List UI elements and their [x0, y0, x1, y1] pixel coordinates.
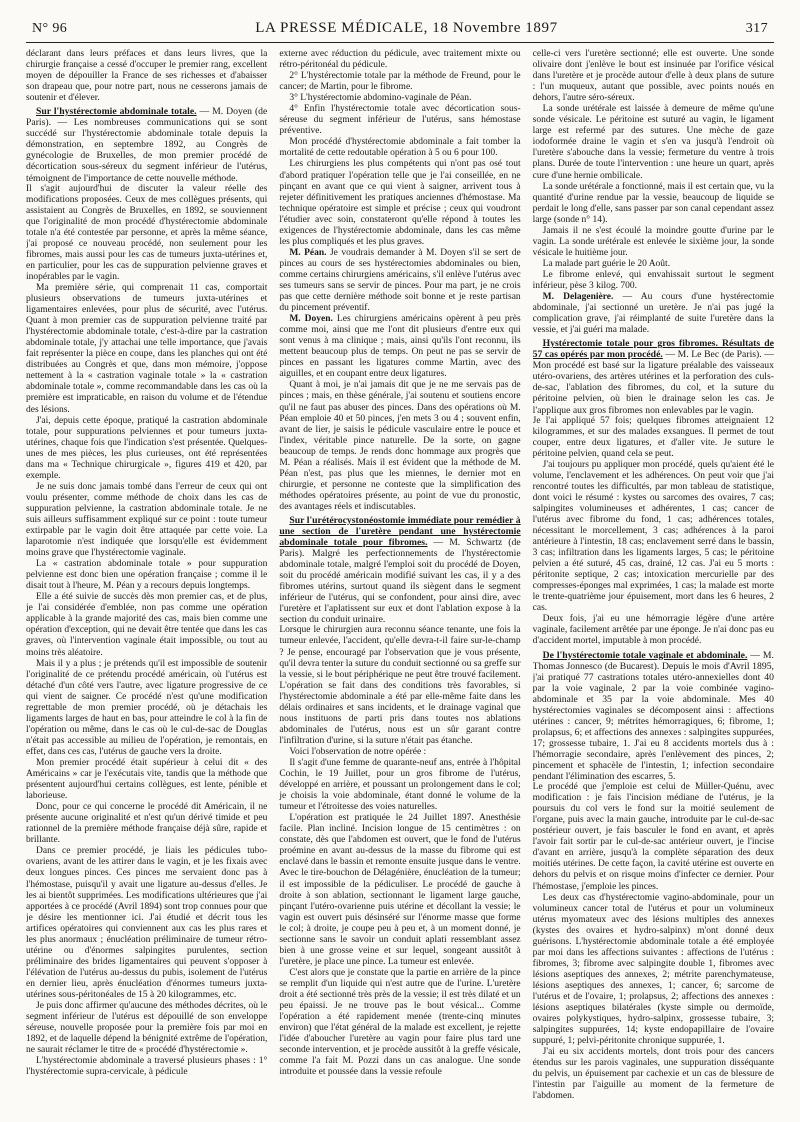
paragraph — [279, 93, 520, 104]
paragraph — [279, 758, 520, 813]
paragraph — [533, 1047, 774, 1102]
publication-title: LA PRESSE MÉDICALE, 18 Novembre 1897 — [255, 20, 558, 36]
paragraph — [279, 159, 520, 247]
paragraph-text: J'ai eu six accidents mortels, dont trois pour des cancers étendus sur les parois vaginales, une suppuration disséquante du pelvis, un épuisement par cachexie et un cas de blessure de l'intestin par l'aiguille au moment de la fermeture de l'abdomen. — [532, 1047, 774, 1102]
paragraph — [533, 104, 774, 181]
paragraph — [26, 659, 267, 758]
paragraph — [533, 893, 774, 1048]
column-3 — [533, 49, 774, 1122]
heading-body-text: — M. Doyen (de Paris). — Les nombreuses communications qui se sont succédé sur l'hystérectomie abdominale totale depuis la démonstration, en septembre 1892, au Congrès de gynécologie de Bruxelles, de mon premier procédé de décortication sous-séreux du segment inférieur de l'utérus, témoignent de l'importance de cette nouvelle méthode. — [26, 106, 268, 184]
paragraph-text: externe avec réduction du pédicule, avec traitement mixte ou rétro-péritonéal du pédicule. — [279, 49, 521, 71]
paragraph-text: L'hystérectomie abdominale a traversé plusieurs phases : 1° l'hystérectomie supra-cervicale, à pédicule — [26, 1056, 268, 1078]
paragraph-text: celle-ci vers l'uretère sectionné; elle est ouverte. Une sonde olivaire dont j'enlève le bout est insinuée par l'orifice vésical dans l'uretère et je procède autour d'elle à deux plans de suture : l'un muqueux, autant que possible, avec points noués en dehors, l'autre séro-séreux. — [532, 49, 774, 104]
paragraph — [533, 782, 774, 892]
section-heading — [279, 515, 520, 625]
paragraph — [279, 968, 520, 1078]
paragraph — [26, 49, 267, 104]
paragraph-text: Je voudrais demander à M. Doyen s'il se sert de pinces au cours de ses hystérectomies abdominales ou bien, comme certains chirurgiens américains, s'il enlève l'utérus avec ses tumeurs sans se servir de pinces. Pour ma part, je ne crois pas que cette dernière méthode soit bonne et je reste partisan du pincement préventif. — [279, 247, 521, 314]
paragraph — [26, 559, 267, 592]
paragraph — [26, 184, 267, 283]
heading-body-text: — M. Thomas Jonnesco (de Bucarest). Depuis le mois d'Avril 1895, j'ai pratiqué 77 castrations totales utéro-annexielles dont 40 par la voie vaginale, 2 par la voie combinée vagino-abdominale et 35 par la voie abdominale. Mes 40 hystérectomies vaginales se décomposent ainsi : affections utérines : cancer, 9; métrites hémorragiques, 6; fibrome, 1; prolapsus, 6; et affections des annexes : salpingites suppurées, 17; grossesse tubaire, 1. J'ai eu 8 accidents mortels dus à : l'hémorragie secondaire, après l'enlèvement des pinces, 2; pincement et sphacèle de l'intestin, 1; infection secondaire pendant l'élimination des escarres, 5. — [532, 649, 774, 783]
heading-title: Hystérectomie totale pour gros fibromes. Résultats de 57 cas opérés par mon procédé. — [532, 338, 774, 361]
paragraph — [26, 802, 267, 846]
paragraph-text: Mon premier procédé était supérieur à celui dit « des Américains » car je l'exécutais vite, tandis que la méthode que présentent aujourd'hui certains collègues, est lente, pénible et laborieuse. — [26, 758, 268, 802]
heading-title: Sur l'hystérectomie abdominale totale. — [36, 106, 197, 118]
column-1 — [26, 49, 267, 1122]
paragraph — [279, 248, 520, 314]
column-2 — [279, 49, 520, 1122]
paragraph-text: La « castration abdominale totale » pour suppuration pelvienne est donc bien une opération française ; comme il le disait tout à l'heure, M. Péan y a recours depuis longtemps. — [26, 559, 268, 592]
paragraph-text: La sonde urétérale est laissée à demeure de même qu'une sonde vésicale. Le péritoine est suturé au vagin, le ligament large est refermé par des sutures. Une mèche de gaze iodoformée draine le vagin et s'en va jusqu'à l'endroit où l'uretère s'abouche dans la vessie; fermeture du ventre à trois plans. Durée de toute l'intervention : une heure un quart, après cure d'une hernie ombilicale. — [532, 104, 774, 181]
paragraph-text: J'ai, depuis cette époque, pratiqué la castration abdominale totale, pour suppurations pelviennes et pour tumeurs juxta-utérines, chaque fois que l'indication s'est présentée. Quelques-unes de mes pièces, les plus curieuses, ont été représentées dans ma « Technique chirurgicale », figures 419 et 420, par exemple. — [26, 415, 268, 481]
paragraph-text: Les chirurgiens américains opèrent à peu près comme moi, ainsi que me l'ont dit plusieurs d'entre eux qui sont venus à ma clinique ; mais, ainsi qu'ils l'ont reconnu, ils mettent beaucoup plus de temps. On peut ne pas se servir de pinces en passant les ligatures comme Martin, avec des aiguilles, et en coupant entre deux ligatures. — [279, 314, 521, 380]
paragraph — [279, 747, 520, 758]
paragraph-text: Je ne suis donc jamais tombé dans l'erreur de ceux qui ont voulu présenter, comme méthode de choix dans les cas de suppuration pelvienne, la castration abdominale totale. Je ne suis ailleurs suffisamment expliqué sur ce point : toute tumeur extirpable par le vagin doit être attaquée par cette voie. La laparotomie n'est indiquée que lorsqu'elle est évidemment moins grave que l'hystérectomie vaginale. — [26, 481, 268, 559]
paragraph-text: — Au cours d'une hystérectomie abdominale, j'ai sectionné un uretère. Je n'ai pas jugé la complication grave, j'ai réimplanté de suite l'uretère dans la vessie, et j'ai guéri ma malade. — [532, 292, 774, 336]
paragraph — [533, 460, 774, 615]
speaker-name: M. Doyen. — [289, 314, 333, 325]
heading-title: Sur l'urétérocystonéostomie immédiate pour remédier à une section de l'uretère pendant une hystérectomie abdominale totale pour fibromes. — [279, 514, 521, 549]
paragraph-text: J'ai toujours pu appliquer mon procédé, quels qu'aient été le volume, l'enclavement et les adhérences. On peut voir que j'ai rencontré toutes les difficultés, par mon tableau de statistique, dont voici le résumé : kystes ou sarcomes des ovaires, 7 cas; salpingites volumineuses et adhérentes, 1 cas; cancer de l'utérus avec fibrome du fond, 1 cas; adhérences totales, nécessitant le morcellement, 3 cas; adhérences à la paroi antérieure à l'intestin, 18 cas; enclavement serré dans le bassin, 3 cas; infiltration dans les ligaments larges, 5 cas; le péritoine pelvien a été suturé, 45 cas, drainé, 12 cas. J'ai eu 5 morts : péritonite septique, 2 cas; intoxication mercurielle par des compresses-éponges mal exprimées, 1 cas; la malade est morte le trente-quatrième jour épuisement, mort dans les 6 heures, 2 cas. — [532, 459, 774, 614]
section-heading — [26, 106, 267, 183]
paragraph — [533, 270, 774, 292]
heading-body-text: — M. Schwartz (de Paris). Malgré les perfectionnements de l'hystérectomie abdominale totale, malgré l'emploi soit du procédé de Doyen, soit du procédé américain modifié suivant les cas, il y a des fibromes utérins, surtout quand ils siègent dans le segment inférieur de l'utérus, qui se confondent, pour ainsi dire, avec l'uretère et l'aplatissent sur eux et dont l'ablation expose à la section du conduit urinaire. — [279, 537, 521, 626]
paragraph — [533, 292, 774, 336]
paragraph-text: Voici l'observation de notre opérée : — [289, 746, 427, 757]
paragraph-text: Quant à moi, je n'ai jamais dit que je ne me servais pas de pinces ; mais, en thèse générale, j'ai soutenu et soutiens encore qu'il ne faut pas abuser des pinces. Dans des opérations où M. Péan emploie 40 et 50 pinces, j'en mets 3 ou 4 ; souvent enfin, avant de lier, je saisis le pédicule vasculaire entre le pouce et l'index, véritable pince naturelle. De la sorte, on gagne beaucoup de temps. Je rends donc hommage aux progrès que M. Péan a réalisés. Mais il est évident que la méthode de M. Péan n'est, pas plus que les miennes, le dernier mot en chirurgie, et personne ne conteste que la simplification des méthodes opératoires présente, au point de vue du pronostic, des avantages réels et indiscutables. — [279, 380, 521, 512]
paragraph-text: Je puis donc affirmer qu'aucune des méthodes décrites, où le segment inférieur de l'utérus est dépouillé de son enveloppe séreuse, nouvelle proposée pour la première fois par moi en 1892, et de laquelle dépend la bénignité extrême de l'opération, ne saurait réclamer le titre de « procédé d'hystérectomie ». — [26, 1001, 268, 1056]
paragraph-text: C'est alors que je constate que la partie en arrière de la pince se remplit d'un liquide qui n'est autre que de l'urine. L'uretère droit a été sectionné très près de la vessie; il est très dilaté et un peu épaissi. Je ne trouve pas le bout vésical... Comme l'opération a été rapidement menée (trente-cinq minutes environ) que l'état général de la malade est excellent, je rejette l'idée d'aboucher l'uretère au vagin pour faire plus tard une seconde intervention, et je procède aussitôt à la greffe vésicale, comme l'a fait M. Pozzi dans un cas analogue. Une sonde introduite et poussée dans la vessie refoule — [279, 967, 521, 1078]
paragraph-text: La sonde urétérale a fonctionné, mais il est certain que, vu la quantité d'urine rendue par la vessie, beaucoup de liquide se perdait le long d'elle, sans passer par son canal cependant assez large (sonde n° 14). — [532, 181, 774, 225]
paragraph-text: Ma première série, qui comprenait 11 cas, comportait plusieurs observations de tumeurs juxta-utérines et ligamentaires enlevées, pour plus de sécurité, avec l'utérus. Quant à mon premier cas de suppuration pelvienne traité par l'hystérectomie abdominale totale, c'est-à-dire par la castration abdominale totale, j'y attachai une telle importance, que j'avais fait représenter la pièce en coupe, dans les planches qui ont été distribuées au Congrès et que, dans mon mémoire, j'oppose nettement à la « castration vaginale totale » la « castration abdominale totale », comme recommandable dans les cas où la première est impraticable, en raison du volume et de l'étendue des lésions. — [26, 282, 268, 415]
paragraph — [26, 482, 267, 559]
paragraph — [26, 846, 267, 1001]
paragraph — [533, 416, 774, 460]
section-heading — [533, 338, 774, 415]
paragraph-text: 4° Enfin l'hystérectomie totale avec décortication sous-séreuse du segment inférieur de l'utérus, sans hémostase préventive. — [279, 104, 521, 137]
issue-number: N° 96 — [32, 21, 68, 36]
section-heading — [533, 650, 774, 783]
paragraph — [279, 380, 520, 513]
paragraph — [533, 182, 774, 226]
paragraph-text: Les deux cas d'hystérectomie vagino-abdominale, pour un volumineux cancer total de l'utérus et pour un volumineux utérus myomateux avec des lésions multiples des annexes (kystes des ovaires et hydro-salpinx) m'ont donné deux guérisons. L'hystérectomie abdominale totale a été employée par moi dans les affections suivantes : affections de l'utérus : fibromes, 3; fibrome avec salpingite double 1, fibromes avec lésions aseptiques des annexes, 2; métrite parenchymateuse, lésions aseptiques des annexes, 1; cancer, 6; sarcome de l'utérus et de l'ovaire, 1; prolapsus, 2; affections des annexes : lésions aseptiques bilatérales (kyste simple ou dermoïde, ovaires polykystiques, hydro-salpinx, grossesse tubaire, 3; salpingites suppurées, 14; kyste endopapillaire de l'ovaire suppuré, 1; pelvi-péritonite chronique suppurée, 1. — [532, 892, 774, 1047]
paragraph-text: Elle a été suivie de succès dès mon premier cas, et de plus, je l'ai considérée d'emblée, non pas comme une opération applicable à la grande majorité des cas, mais bien comme une opération d'exception, qui ne devait être tentée que dans les cas graves, où l'intervention vaginale était impossible, ou tout au moins très aléatoire. — [26, 592, 268, 658]
paragraph-text: Il s'agit aujourd'hui de discuter la valeur réelle des modifications proposées. Ceux de mes collègues présents, qui assistaient au Congrès de Bruxelles, en 1892, se souviennent que l'originalité de mon procédé d'hystérectomie abdominale totale n'a été contestée par personne, et après la même séance, j'ai proposé ce nouveau procédé, non seulement pour les fibromes, mais aussi pour les cas de tumeurs juxta-utérines et, en particulier, pour les cas de suppuration pelvienne graves et inopérables par le vagin. — [26, 183, 268, 282]
paragraph — [279, 137, 520, 159]
paragraph — [279, 49, 520, 71]
paragraph — [533, 259, 774, 270]
paragraph — [279, 625, 520, 747]
paragraph — [279, 314, 520, 380]
paragraph-text: Le procédé que j'emploie est celui de Müller-Quénu, avec modification : je fais l'incision médiane de l'utérus, je la poursuis du col vers le fond sur la moitié seulement de l'organe, puis avec la main gauche, introduite par le cul-de-sac postérieur ouvert, je fais basculer le fond en avant, et après l'avoir fait sortir par le cul-de-sac antérieur ouvert, je l'incise d'avant en arrière, jusqu'à la complète séparation des deux moitiés utérines. De cette façon, la cavité utérine est ouverte en dehors du pelvis et on risque moins d'infecter ce dernier. Pour l'hémostase, j'emploie les pinces. — [532, 782, 774, 892]
paragraph-text: Mon procédé d'hystérectomie abdominale a fait tomber la mortalité de cette redoutable opération à 5 ou 6 pour 100. — [279, 137, 521, 159]
paragraph — [26, 1001, 267, 1056]
speaker-name: M. Delagenière. — [542, 292, 614, 303]
paragraph — [26, 283, 267, 416]
paragraph — [533, 49, 774, 104]
paragraph — [279, 104, 520, 137]
paragraph — [26, 592, 267, 658]
text-columns — [26, 49, 774, 1122]
paragraph-text: Il s'agit d'une femme de quarante-neuf ans, entrée à l'hôpital Cochin, le 19 Juillet, pour un gros fibrome de l'utérus, développé en arrière, et poussant un prolongement dans le col; je choisis la voie abdominale, étant donné le volume de la tumeur et l'étroitesse des voies naturelles. — [279, 758, 521, 813]
paragraph-text: 2° L'hystérectomie totale par la méthode de Freund, pour le cancer; de Martin, pour le fibrome. — [279, 71, 521, 93]
page-number: 317 — [745, 21, 768, 36]
paragraph-text: Donc, pour ce qui concerne le procédé dit Américain, il ne présente aucune originalité et n'est qu'un dérivé timide et peu rationnel de la première méthode française déjà sûre, rapide et brillante. — [26, 802, 268, 846]
paragraph-text: L'opération est pratiquée le 24 Juillet 1897. Anesthésie facile. Plan incliné. Incision longue de 15 centimètres : on constate, dès que l'abdomen est ouvert, que le fond de l'utérus proémine en avant au-dessus de la masse du fibrome qui est enclavé dans le bassin et remonte ensuite jusque dans le ventre. Avec le tire-bouchon de Délagénière, énucléation de la tumeur; il est impossible de la pédiculiser. Le procédé de gauche à droite à son ablation, sectionnant le ligament large gauche, pinçant l'utéro-ovarienne puis utérine et décollant la vessie; le vagin est ouvert puis désinséré sur l'énorme masse que forme le col; à droite, je coupe peu à peu et, à un moment donné, je sectionne sans le savoir un conduit aplati ressemblant assez bien à une grosse veine et sur lequel, songeant aussitôt à l'uretère, je place une pince. La tumeur est enlevée. — [279, 813, 521, 967]
paragraph-text: Mais il y a plus ; je prétends qu'il est impossible de soutenir l'originalité de ce prétendu procédé américain, où l'utérus est détaché d'un côté vers l'autre, avec ligature progressive de ce qui vient de saigner. Ce procédé n'est qu'une modification regrettable de mon premier procédé, où je détachais les ligaments larges de haut en bas, pour atteindre le col à la fin de l'opération ou même, dans le cas où le cul-de-sac de Douglas n'était pas accessible au milieu de l'opération, je remontais, en effet, dans ces cas, l'utérus de gauche vers la droite. — [26, 658, 268, 757]
paragraph-text: Je l'ai appliqué 57 fois; quelques fibromes atteignaient 12 kilogrammes, et sur des malades exsangues. Il permet de tout couper, entre deux ligatures, et d'aller vite. Je suture le péritoine pelvien, quand cela se peut. — [532, 415, 774, 459]
paragraph — [26, 416, 267, 482]
paragraph — [279, 71, 520, 93]
paragraph-text: Jamais il ne s'est écoulé la moindre goutte d'urine par le vagin. La sonde urétérale est enlevée le sixième jour, la sonde vésicale le huitième jour. — [532, 225, 774, 258]
paragraph — [26, 1056, 267, 1078]
paragraph-text: Les chirurgiens les plus compétents qui n'ont pas osé tout d'abord pratiquer l'opération telle que je l'ai conseillée, en ne pinçant en avant que ce qui vient à saigner, arrivent tous à rejeter définitivement les pratiques anciennes d'hémostase. Ma technique opératoire est simple et précise ; ceux qui voudront l'étudier avec soin, constateront qu'elle répond à toutes les exigences de l'hystérectomie abdominale, dans les cas même les plus compliqués et les plus graves. — [279, 159, 521, 247]
paragraph — [533, 226, 774, 259]
paragraph — [26, 758, 267, 802]
paragraph-text: 3° L'hystérectomie abdomino-vaginale de Péan. — [289, 93, 472, 104]
paragraph-text: déclarant dans leurs préfaces et dans leurs livres, que la chirurgie française a cessé d'occuper le premier rang, excellent moyen de dépouiller la France de ses richesses et d'abaisser son drapeau que, pour notre part, nous ne cesserons jamais de soutenir et d'élever. — [26, 49, 268, 104]
paragraph — [533, 614, 774, 647]
paragraph-text: Lorsque le chirurgien aura reconnu séance tenante, une fois la tumeur enlevée, l'accident, qu'elle devra-t-il faire sur-le-champ ? Je pense, encouragé par l'observation que je vous présente, qu'il devra tenter la suture du conduit sectionné ou sa greffe sur la vessie, si le bout périphérique ne peut être trouvé facilement. L'opération se fait dans des conditions très favorables, si l'hystérectomie abdominale a été par elle-même faite dans les délais ordinaires et sans incidents, et le drainage vaginal que nous instituons de parti pris dans toutes nos ablations abdominales de l'utérus, nous est un sûr garant contre l'infiltration d'urine, si la suture n'était pas étanche. — [279, 625, 521, 746]
running-head — [26, 16, 774, 43]
heading-title: De l'hystérectomie totale vaginale et abdominale. — [542, 649, 748, 661]
paragraph-text: Le fibrome enlevé, qui envahissait surtout le segment inférieur, pèse 3 kilog. 700. — [532, 269, 774, 291]
paragraph-text: Dans ce premier procédé, je liais les pédicules tubo-ovariens, avant de les attirer dans le vagin, et je les fixais avec deux longues pinces. Ces pinces me servaient donc pas à l'hémostase, puisqu'il y avait une ligature au-dessus d'elles. Je les ai bientôt supprimées. Les modifications ultérieures que j'ai apportées à ce procédé (Avril 1894) sont trop connues pour que je désire les mentionner ici. J'ai étudié et décrit tous les artifices opératoires qui conviennent aux cas les plus rares et les plus anormaux ; énucléation préliminaire de tumeur rétro-utérine ou d'énormes salpingites purulentes, section préliminaire des brides ligamentaires qui peuvent s'opposer à l'élévation de l'utérus au-dessus du pubis, isolement de l'utérus en dernier lieu, après énucléation d'énormes tumeurs juxta-utérines sous-péritonéales de 15 à 20 kilogrammes, etc. — [26, 846, 268, 1000]
heading-body-text: — M. Le Bec (de Paris). — Mon procédé est basé sur la ligature préalable des vaisseaux utéro-ovariens, des artères utérines et la perforation des culs-de-sac, l'ablation des fibromes, du col, et la suture du péritoine pelvien, où bien le drainage selon les cas. Je l'applique aux gros fibromes non enlevables par le vagin. — [532, 349, 774, 416]
paragraph — [279, 813, 520, 968]
paragraph-text: Deux fois, j'ai eu une hémorragie légère d'une artère vaginale, facilement arrêtée par une éponge. Je n'ai donc pas eu d'accident mortel, imputable à mon procédé. — [532, 614, 774, 647]
paragraph-text: La malade part guérie le 20 Août. — [542, 258, 671, 269]
speaker-name: M. Péan. — [289, 247, 327, 258]
